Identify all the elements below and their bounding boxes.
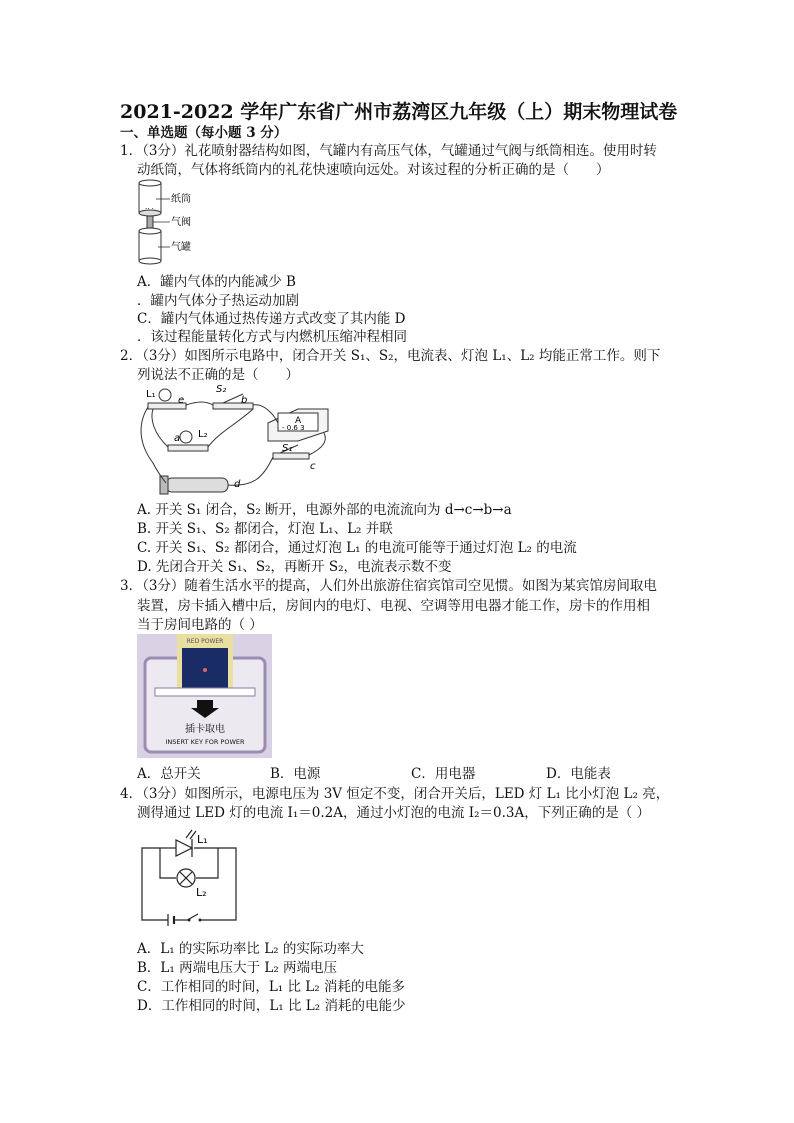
fig-label-paper-tube: 纸筒: [171, 194, 191, 205]
circuit-figure-q2: [138, 383, 338, 495]
q2-option-b[interactable]: B. 开关 S₁、S₂ 都闭合，灯泡 L₁、L₂ 并联: [137, 521, 393, 537]
svg-text:.. .: .. .: [145, 203, 154, 211]
q3-line-2: 装置，房卡插入槽中后，房间内的电灯、电视、空调等用电器才能工作，房卡的作用相: [137, 598, 650, 614]
q1-line-1: 1．（3分）礼花喷射器结构如图，气罐内有高压气体，气罐通过气阀与纸筒相连。使用时转: [120, 143, 657, 159]
label-d: d: [234, 479, 241, 490]
q4-option-c[interactable]: C．工作相同的时间，L₁ 比 L₂ 消耗的电能多: [137, 979, 405, 995]
q1-option-a[interactable]: A．罐内气体的内能减少 B: [137, 274, 296, 290]
key-card-slot-figure: [137, 634, 272, 758]
q3-line-3: 当于房间电路的（ ）: [137, 617, 263, 633]
label-c: c: [310, 461, 316, 472]
label-L2: L₂: [198, 429, 208, 440]
q1-option-d[interactable]: ．该过程能量转化方式与内燃机压缩冲程相同: [137, 329, 407, 345]
q2-option-a[interactable]: A. 开关 S₁ 闭合，S₂ 断开，电源外部的电流流向为 d→c→b→a: [137, 502, 512, 518]
fig-label-gas-tank: 气罐: [171, 242, 191, 253]
ammeter-scale: - 0.6 3: [282, 424, 305, 432]
page-title: 2021-2022 学年广东省广州市荔湾区九年级（上）期末物理试卷: [120, 101, 678, 123]
led-circuit-figure: [138, 826, 242, 928]
q1-option-c[interactable]: C．罐内气体通过热传递方式改变了其内能 D: [137, 311, 406, 327]
label-S2: S₂: [216, 384, 227, 395]
q2-option-d[interactable]: D. 先闭合开关 S₁、S₂，再断开 S₂，电流表示数不变: [137, 559, 452, 575]
q4-line-1: 4．（3分）如图所示，电源电压为 3V 恒定不变，闭合开关后，LED 灯 L₁ 比小灯泡 L₂ 亮，: [120, 786, 670, 802]
q2-line-1: 2．（3分）如图所示电路中，闭合开关 S₁、S₂，电流表、灯泡 L₁、L₂ 均能正常工作。则下: [120, 348, 661, 364]
q1-line-2: 动纸筒，气体将纸筒内的礼花快速喷向远处。对该过程的分析正确的是（ ）: [137, 162, 610, 178]
fig-label-valve: 气阀: [171, 217, 191, 228]
q2-line-2: 列说法不正确的是（ ）: [137, 367, 299, 383]
label-b: b: [241, 395, 248, 406]
q4-option-d[interactable]: D．工作相同的时间，L₁ 比 L₂ 消耗的电能少: [137, 998, 406, 1014]
card-text: RED POWER: [186, 638, 224, 645]
label-L1: L₁: [146, 389, 156, 400]
section-heading: 一、单选题（每小题 3 分）: [120, 125, 288, 141]
fireworks-launcher-figure: [128, 177, 208, 269]
q1-option-b[interactable]: ．罐内气体分子热运动加剧: [137, 293, 299, 309]
label-S1: S₁: [282, 443, 293, 454]
q3-option-c[interactable]: C．用电器: [411, 766, 476, 782]
label-a: a: [174, 433, 181, 444]
q4-line-2: 测得通过 LED 灯的电流 I₁＝0.2A，通过小灯泡的电流 I₂＝0.3A，下列正确的是（ ）: [137, 805, 651, 821]
q3-option-d[interactable]: D．电能表: [546, 766, 611, 782]
q3-option-a[interactable]: A．总开关: [137, 766, 201, 782]
label-L2: L₂: [196, 886, 207, 899]
label-L1: L₁: [197, 833, 208, 846]
q4-option-b[interactable]: B．L₁ 两端电压大于 L₂ 两端电压: [137, 960, 338, 976]
q3-line-1: 3．（3分）随着生活水平的提高，人们外出旅游住宿宾馆司空见惯。如图为某宾馆房间取电: [120, 578, 657, 594]
insert-card-label: 插卡取电: [185, 724, 225, 735]
insert-key-label: INSERT KEY FOR POWER: [165, 738, 245, 746]
q4-option-a[interactable]: A．L₁ 的实际功率比 L₂ 的实际功率大: [137, 941, 364, 957]
ammeter-label: A: [295, 416, 302, 426]
q2-option-c[interactable]: C. 开关 S₁、S₂ 都闭合，通过灯泡 L₁ 的电流可能等于通过灯泡 L₂ 的电流: [137, 540, 577, 556]
q3-option-b[interactable]: B．电源: [270, 766, 321, 782]
label-e: e: [178, 395, 185, 406]
